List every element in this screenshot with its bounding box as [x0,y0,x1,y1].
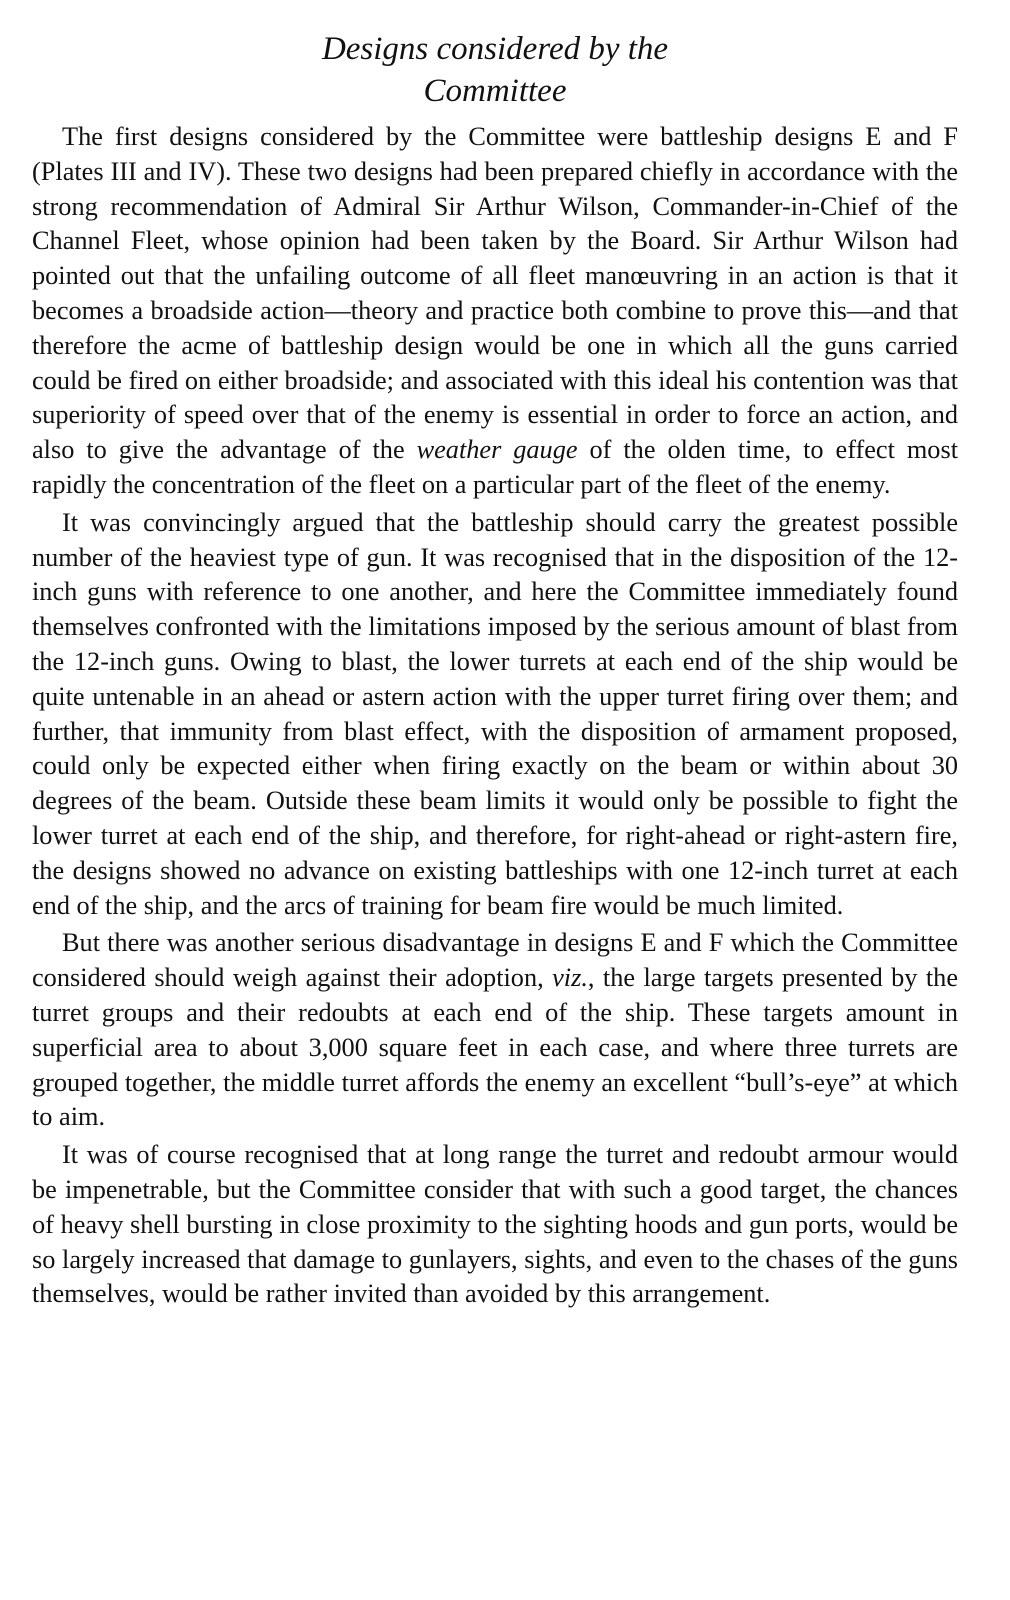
italic-phrase: viz. [552,963,588,993]
paragraph-text: of the olden time, to effect most rapidly the concentration of the fleet on a particular part of the fleet of the enemy. [32,435,958,499]
section-heading [32,28,958,112]
paragraph-3 [32,926,958,1135]
paragraph-1 [32,120,958,503]
paragraph-2 [32,506,958,924]
paragraph-text: It was convincingly argued that the battleship should carry the greatest possible number of the heaviest type of gun. It was recognised that in the disposition of the 12-inch guns with reference to one another, and here the Committee immediately found themselves confronted with the limitations imposed by the serious amount of blast from the 12-inch guns. Owing to blast, the lower turrets at each end of the ship would be quite untenable in an ahead or astern action with the upper turret firing over them; and further, that immunity from blast effect, with the disposition of armament proposed, could only be expected either when firing exactly on the beam or within about 30 degrees of the beam. Outside these beam limits it would only be possible to fight the lower turret at each end of the ship, and therefore, for right-ahead or right-astern fire, the designs showed no advance on existing battleships with one 12-inch turret at each end of the ship, and the arcs of training for beam fire would be much limited. [32,507,958,920]
heading-line-1: Designs considered by the [321,31,669,67]
paragraph-4 [32,1138,958,1312]
paragraph-text: It was of course recognised that at long range the turret and redoubt armour would be impenetrable, but the Committee consider that with such a good target, the chances of heavy shell bursting in close proximity to the sighting hoods and gun ports, would be so largely increased that damage to gunlayers, sights, and even to the chases of the guns themselves, would be rather invited than avoided by this arrangement. [32,1140,958,1309]
paragraph-text: The first designs considered by the Committee were battleship designs E and F (Plates III and IV). These two designs had been prepared chiefly in accordance with the strong recommendation of Admiral Sir Arthur Wilson, Commander-in-Chief of the Channel Fleet, whose opinion had been taken by the Board. Sir Arthur Wilson had pointed out that the unfailing outcome of all fleet manœuvring in an action is that it becomes a broadside action—theory and practice both combine to prove this—and that therefore the acme of battleship design would be one in which all the guns carried could be fired on either broadside; and associated with this ideal his contention was that superiority of speed over that of the enemy is essential in order to force an action, and also to give the advantage of the [32,122,958,465]
document-page [32,28,958,1312]
italic-phrase: weather gauge [416,435,578,465]
heading-line-2: Committee [423,73,567,109]
paragraph-text: But there was another serious disadvantage in designs E and F which the Committee considered should weigh against their adoption, [32,928,958,993]
paragraph-text: , the large targets presented by the turret groups and their redoubts at each end of the ship. These targets amount in superficial area to about 3,000 square feet in each case, and where three turrets are grouped together, the middle turret affords the enemy an excellent “bull’s-eye” at which to aim. [32,963,959,1132]
